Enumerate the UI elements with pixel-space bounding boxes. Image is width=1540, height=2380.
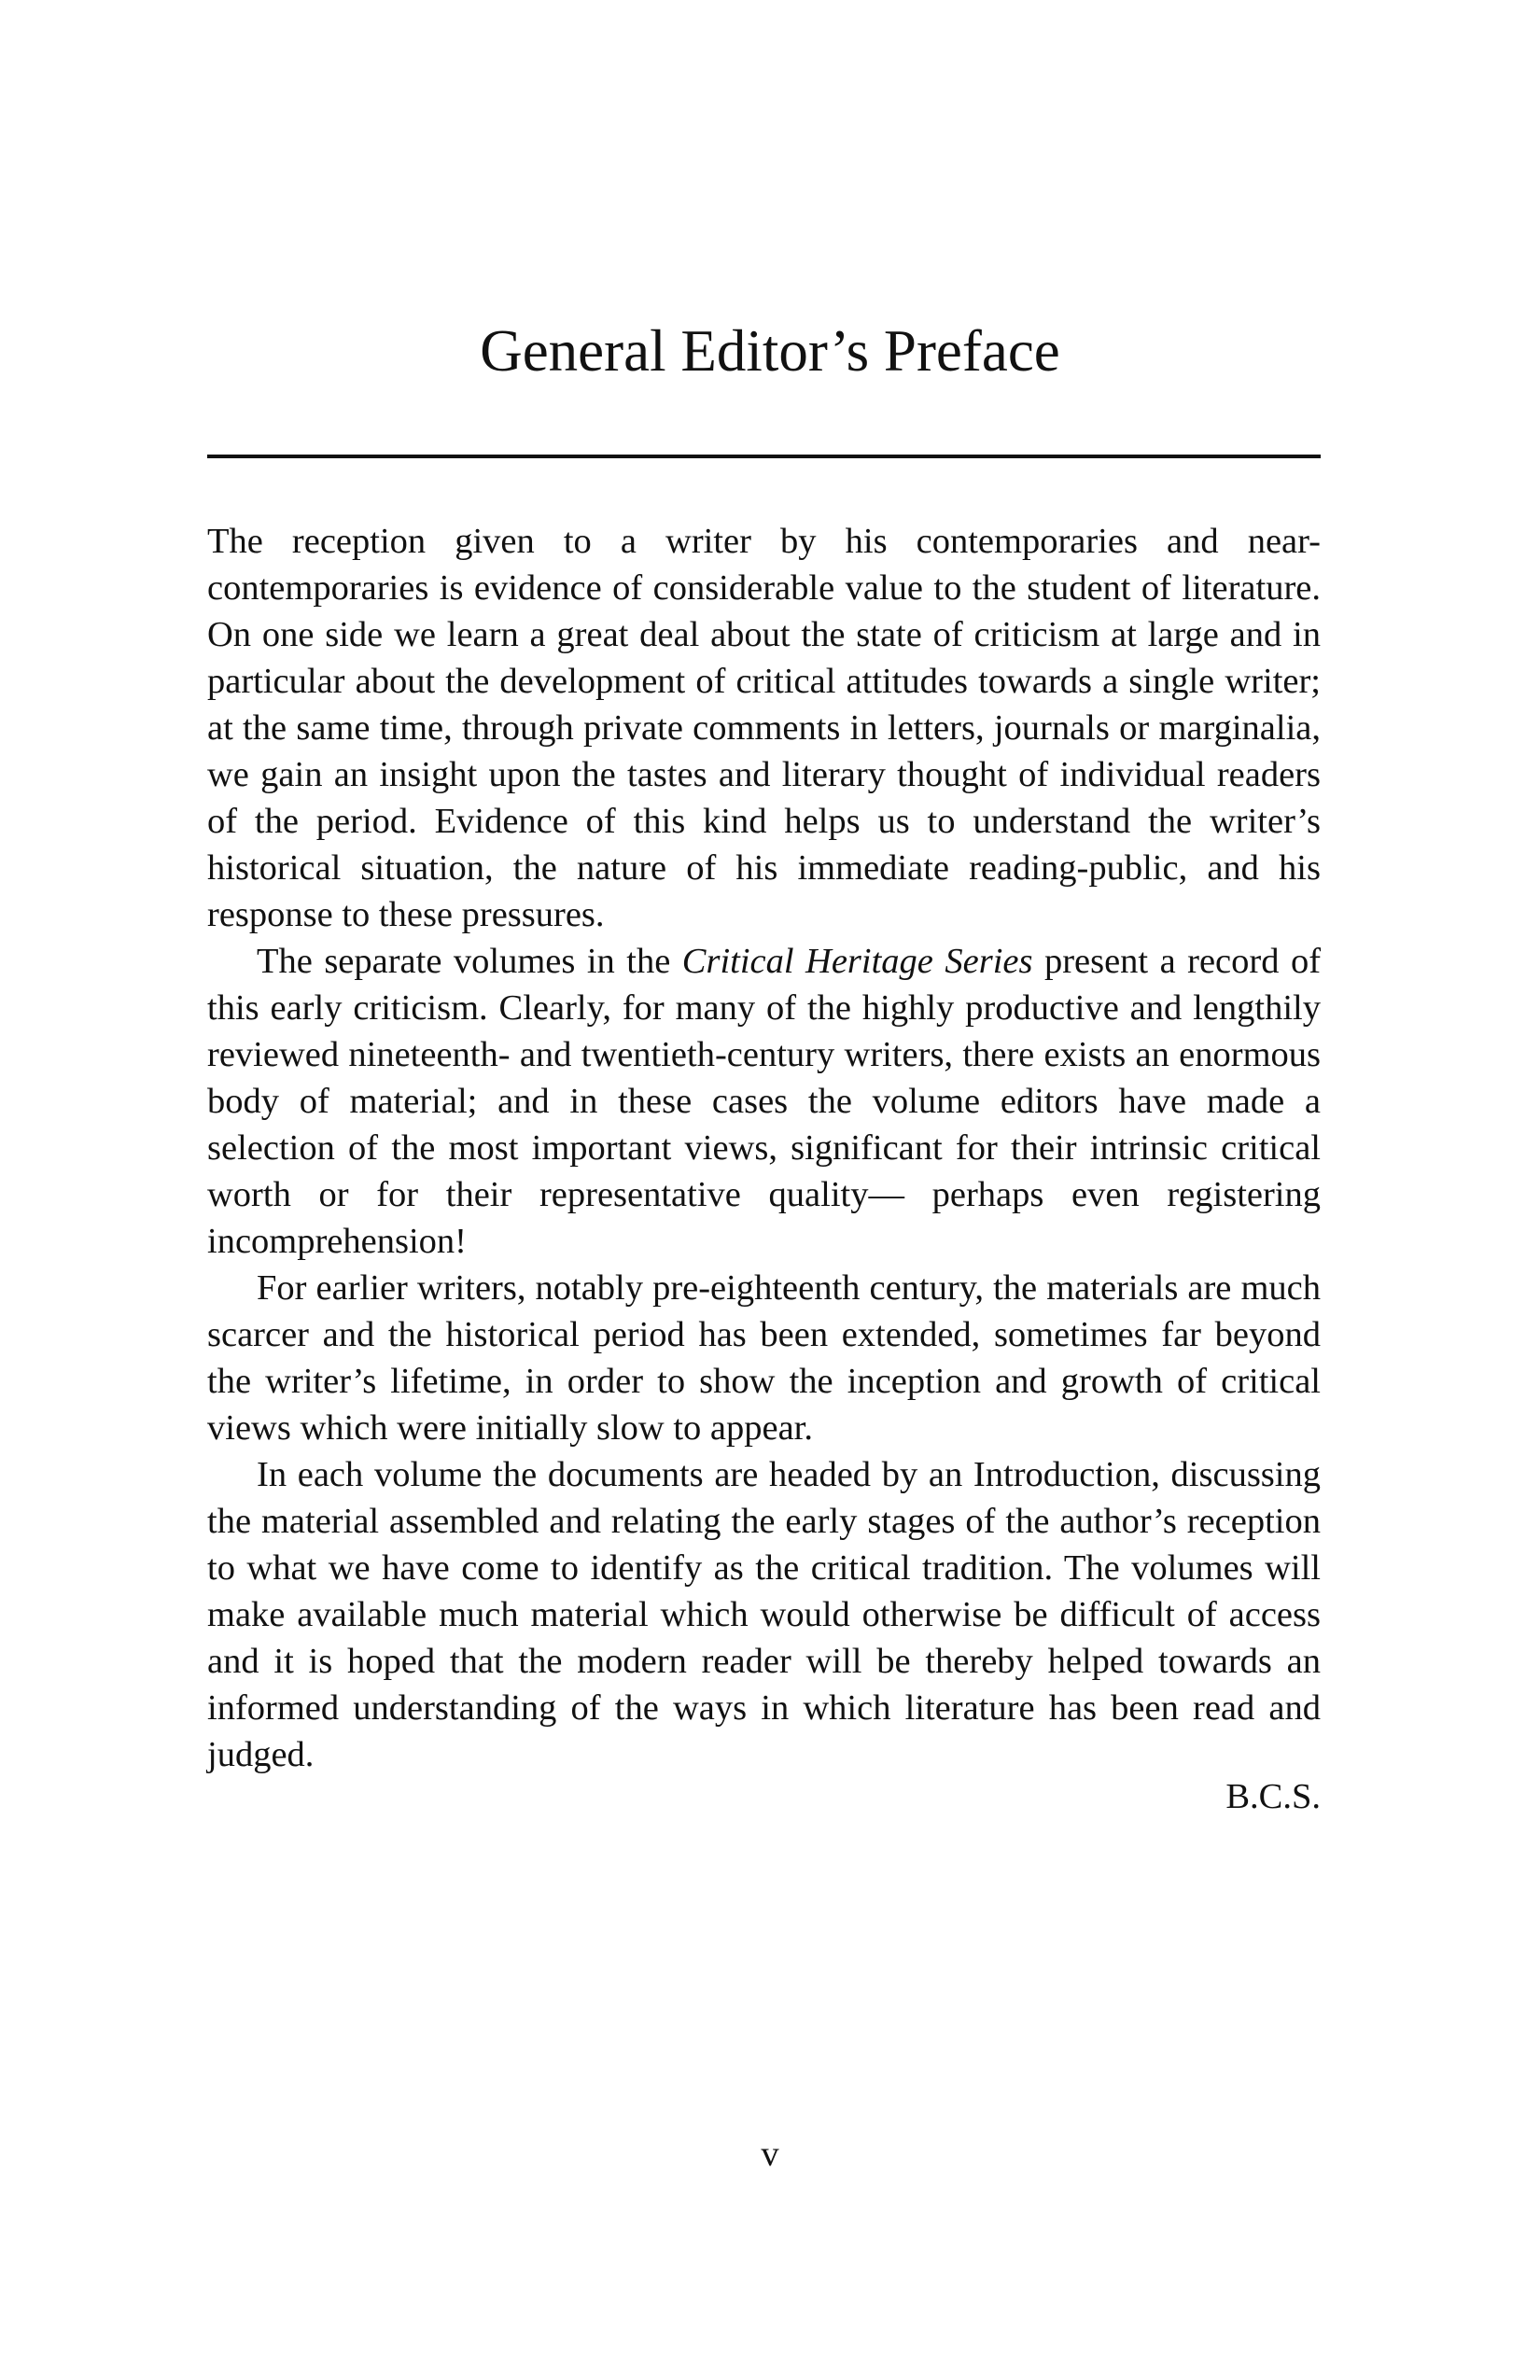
page-title: General Editor’s Preface bbox=[480, 318, 1060, 384]
preface-body bbox=[207, 518, 1321, 1778]
paragraph-separate-volumes bbox=[207, 938, 1321, 1265]
paragraph-each-volume: In each volume the documents are headed by an Introduction, discussing the material assembled and relating the early stages of the author’s reception to what we have come to identify as the critical tradition. The volumes will make available much material which would otherwise be difficult of access and it is hoped that the modern reader will be thereby helped towards an informed understanding of the ways in which literature has been read and judged. bbox=[207, 1455, 1321, 1774]
paragraph-separate-volumes-lead: The separate volumes in the bbox=[257, 942, 682, 981]
editor-initials: B.C.S. bbox=[1225, 1777, 1321, 1816]
paragraph-earlier-writers: For earlier writers, notably pre-eighteenth century, the materials are much scarcer and the historical period has been extended, sometimes far beyond the writer’s lifetime, in order to show the inception and growth of critical views which were initially slow to appear. bbox=[207, 1268, 1321, 1448]
page-number: v bbox=[761, 2135, 779, 2174]
series-title: Critical Heritage Series bbox=[681, 942, 1033, 981]
paragraph-reception: The reception given to a writer by his contemporaries and near-contemporaries is evidence of considerable value to the student of literature. On one side we learn a great deal about the state of criticism at large and in particular about the development of critical attitudes towards a single writer; at the same time, through private comments in letters, journals or marginalia, we gain an insight upon the tastes and literary thought of individual readers of the period. Evidence of this kind helps us to understand the writer’s historical situation, the nature of his immediate reading-public, and his response to these pressures. bbox=[207, 522, 1321, 934]
title-divider bbox=[207, 455, 1321, 458]
paragraph-separate-volumes-rest: present a record of this early criticism. Clearly, for many of the highly productive and lengthily reviewed nineteenth- and twentieth-century writers, there exists an enormous body of material; and in these cases the volume editors have made a selection of the most important views, significant for their intrinsic critical worth or for their representative quality— perhaps even registering incomprehension! bbox=[207, 942, 1322, 1261]
